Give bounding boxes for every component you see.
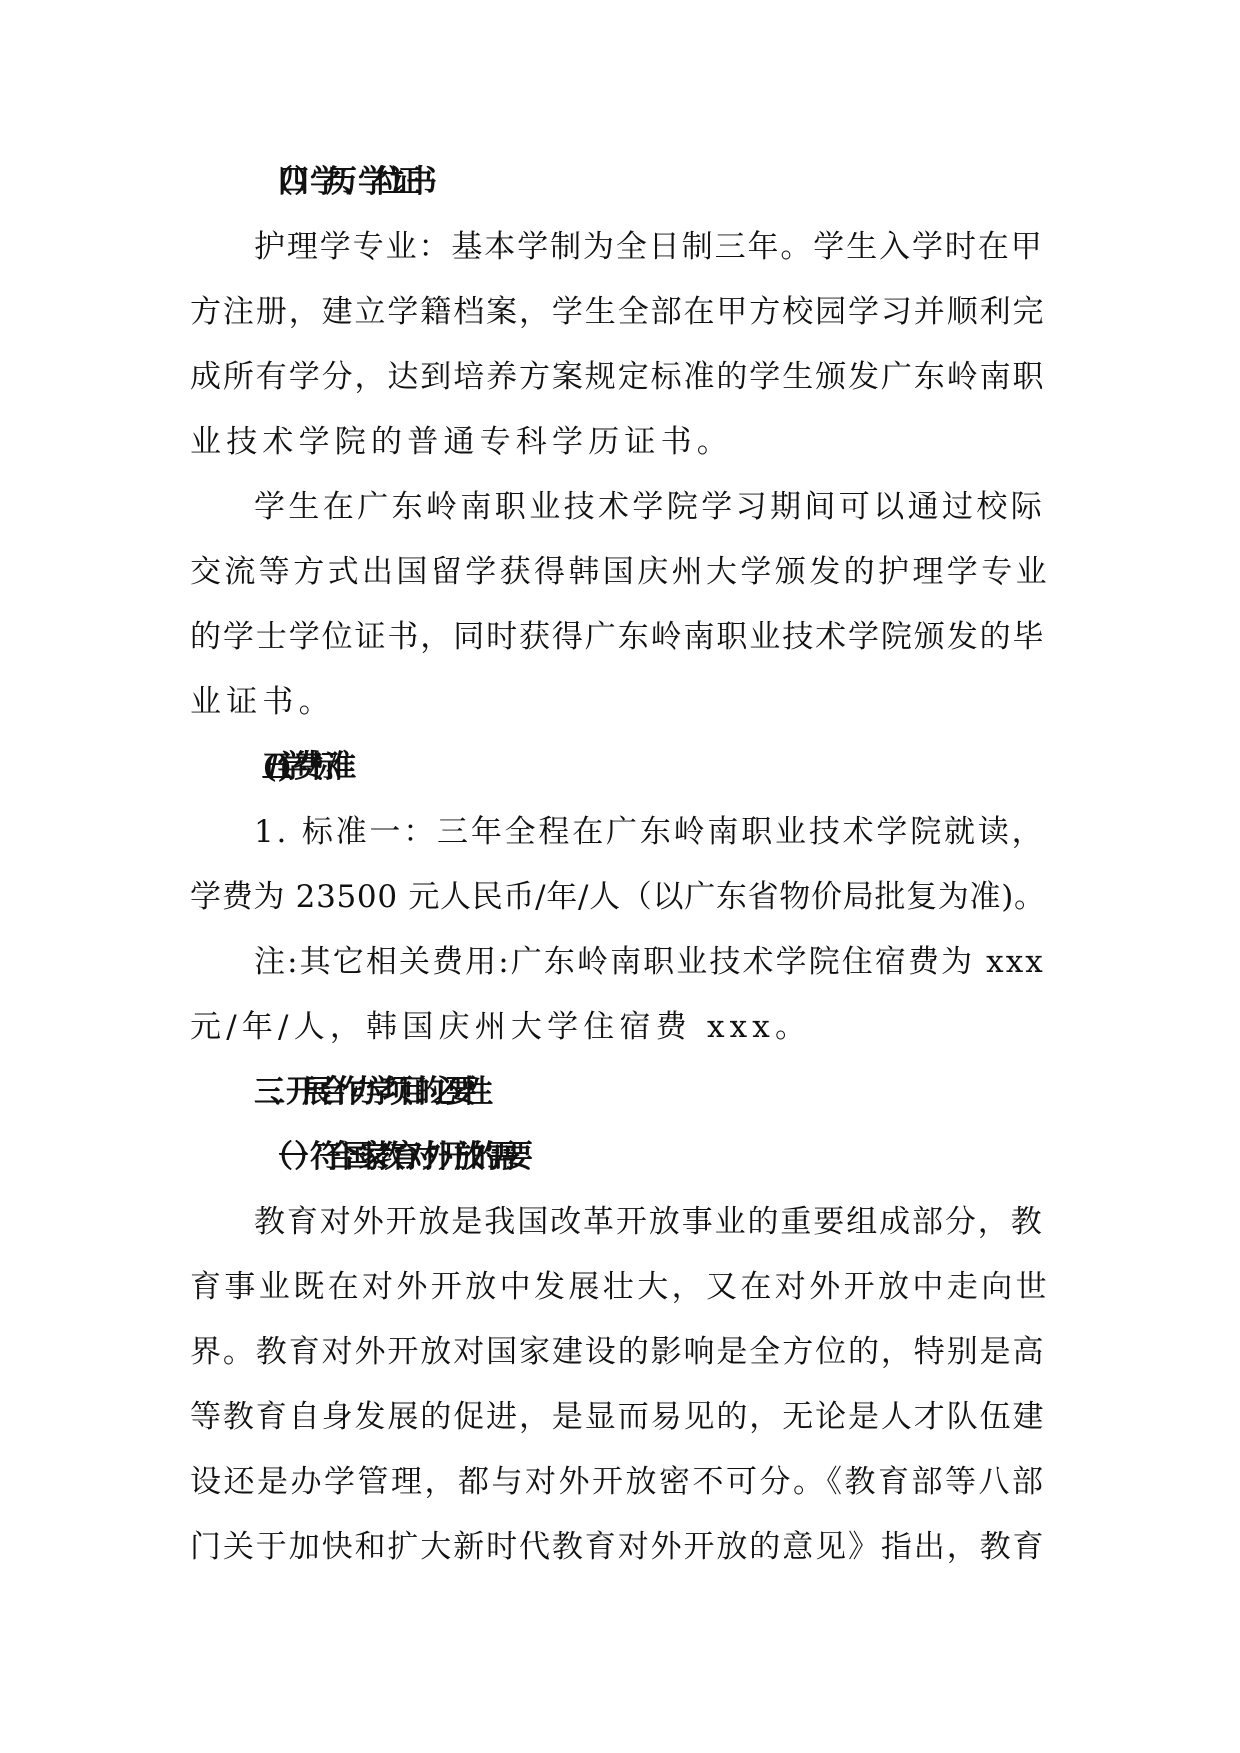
- paragraph-line: 交流等方式出国留学获得韩国庆州大学颁发的护理学专业: [190, 554, 1050, 590]
- paragraph-line: 元/年/人，韩国庆州大学住宿费 xxx。: [190, 1009, 812, 1045]
- paragraph-line: 注:其它相关费用:广东岭南职业技术学院住宿费为 xxx: [254, 944, 1045, 980]
- chapter-heading-necessity: 三、开展合作办学项目的必要性: [254, 1074, 478, 1110]
- paragraph-line: 学费为 23500 元人民币/年/人（以广东省物价局批复为准)。: [190, 879, 1046, 915]
- paragraph-line: 成所有学分，达到培养方案规定标准的学生颁发广东岭南职: [190, 359, 1046, 395]
- paragraph-line: 1. 标准一：三年全程在广东岭南职业技术学院就读，: [254, 814, 1046, 850]
- paragraph-line: 学生在广东岭南职业技术学院学习期间可以通过校际: [254, 489, 1046, 525]
- paragraph-line: 等教育自身发展的促进，是显而易见的，无论是人才队伍建: [190, 1399, 1046, 1435]
- paragraph-line: 业证书。: [190, 684, 335, 720]
- section-heading-national-openness: （一）符合国家教育对外开放的需要: [262, 1139, 518, 1175]
- paragraph-line: 界。教育对外开放对国家建设的影响是全方位的，特别是高: [190, 1334, 1046, 1370]
- paragraph-line: 教育对外开放是我国改革开放事业的重要组成部分，教: [254, 1204, 1044, 1240]
- paragraph-line: 护理学专业：基本学制为全日制三年。学生入学时在甲: [254, 229, 1044, 265]
- paragraph-line: 方注册，建立学籍档案，学生全部在甲方校园学习并顺利完: [190, 294, 1046, 330]
- paragraph-line: 育事业既在对外开放中发展壮大，又在对外开放中走向世: [190, 1269, 1050, 1305]
- paragraph-line: 业技术学院的普通专科学历证书。: [190, 424, 733, 460]
- paragraph-line: 的学士学位证书，同时获得广东岭南职业技术学院颁发的毕: [190, 619, 1046, 655]
- paragraph-line: 门关于加快和扩大新时代教育对外开放的意见》指出，教育: [190, 1529, 1046, 1565]
- section-heading-tuition-standard: (五)学费标准: [262, 749, 342, 785]
- paragraph-line: 设还是办学管理，都与对外开放密不可分。《教育部等八部: [190, 1464, 1046, 1500]
- section-heading-degree-certificates: （四）学历、学位证书: [262, 164, 422, 200]
